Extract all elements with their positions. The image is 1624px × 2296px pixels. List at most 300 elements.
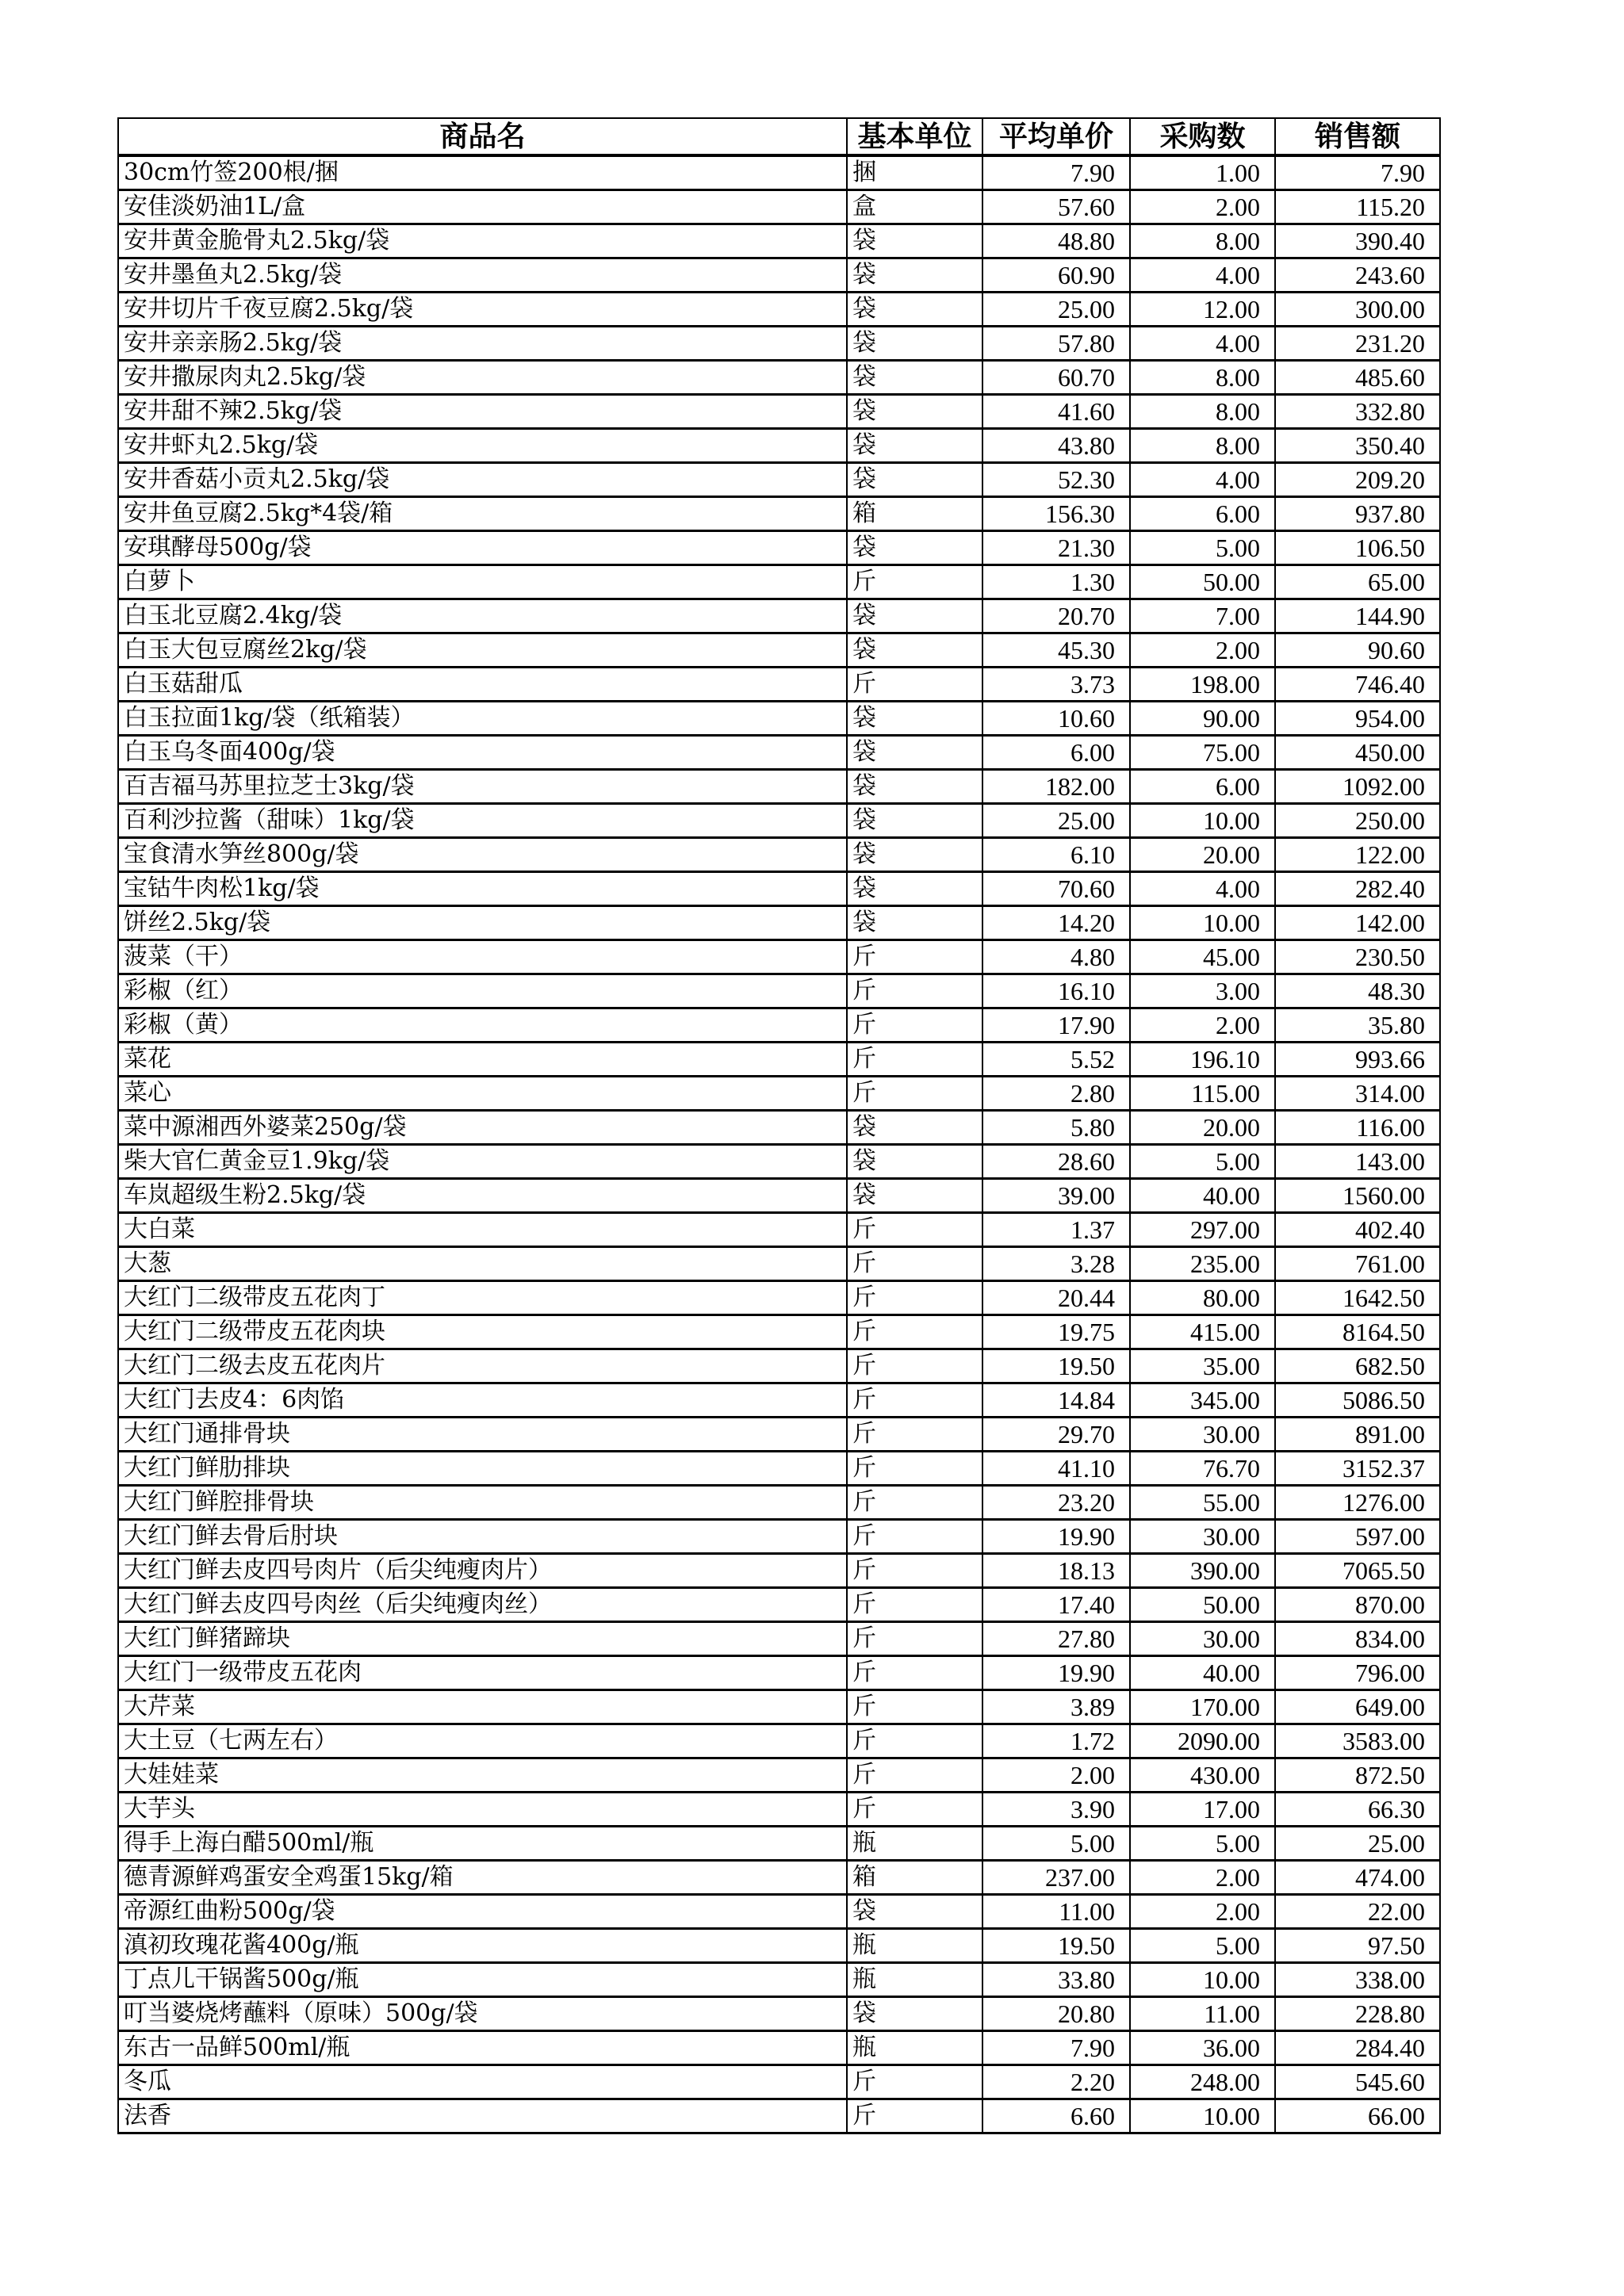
unit-cell: 盒 [847,190,982,224]
unit-cell: 袋 [847,702,982,736]
sales-amount-cell: 243.60 [1275,258,1440,293]
purchase-qty-cell: 2.00 [1130,633,1275,668]
avg-price-cell: 3.28 [982,1247,1130,1281]
sales-amount-cell: 545.60 [1275,2065,1440,2099]
product-name-cell: 安井甜不辣2.5kg/袋 [118,395,847,429]
header-unit: 基本单位 [847,118,982,155]
purchase-qty-cell: 5.00 [1130,531,1275,565]
product-name-cell: 大白菜 [118,1213,847,1247]
sales-amount-cell: 228.80 [1275,1997,1440,2031]
sales-amount-cell: 7065.50 [1275,1554,1440,1588]
product-name-cell: 大红门鲜去皮四号肉片（后尖纯瘦肉片） [118,1554,847,1588]
purchase-qty-cell: 5.00 [1130,1929,1275,1963]
table-row [118,1895,1440,1929]
table-row [118,497,1440,531]
table-row [118,361,1440,395]
purchase-qty-cell: 430.00 [1130,1758,1275,1793]
avg-price-cell: 3.89 [982,1690,1130,1724]
avg-price-cell: 21.30 [982,531,1130,565]
table-row [118,599,1440,633]
purchase-qty-cell: 2.00 [1130,1008,1275,1043]
purchase-qty-cell: 6.00 [1130,770,1275,804]
product-name-cell: 彩椒（黄） [118,1008,847,1043]
table-row [118,770,1440,804]
table-row [118,1997,1440,2031]
avg-price-cell: 20.70 [982,599,1130,633]
purchase-qty-cell: 1.00 [1130,155,1275,190]
table-row [118,1963,1440,1997]
table-row [118,565,1440,599]
avg-price-cell: 6.10 [982,838,1130,872]
unit-cell: 斤 [847,1315,982,1349]
unit-cell: 斤 [847,2099,982,2133]
unit-cell: 斤 [847,1793,982,1827]
avg-price-cell: 29.70 [982,1418,1130,1452]
product-name-cell: 安井香菇小贡丸2.5kg/袋 [118,463,847,497]
avg-price-cell: 52.30 [982,463,1130,497]
unit-cell: 斤 [847,1656,982,1690]
purchase-qty-cell: 2090.00 [1130,1724,1275,1758]
product-name-cell: 菜花 [118,1043,847,1077]
purchase-qty-cell: 4.00 [1130,258,1275,293]
sales-amount-cell: 35.80 [1275,1008,1440,1043]
product-name-cell: 得手上海白醋500ml/瓶 [118,1827,847,1861]
purchase-qty-cell: 20.00 [1130,838,1275,872]
avg-price-cell: 6.60 [982,2099,1130,2133]
product-name-cell: 大娃娃菜 [118,1758,847,1793]
purchase-qty-cell: 7.00 [1130,599,1275,633]
product-name-cell: 东古一品鲜500ml/瓶 [118,2031,847,2065]
avg-price-cell: 18.13 [982,1554,1130,1588]
avg-price-cell: 23.20 [982,1486,1130,1520]
product-name-cell: 百利沙拉酱（甜味）1kg/袋 [118,804,847,838]
purchase-qty-cell: 3.00 [1130,974,1275,1008]
product-name-cell: 车岚超级生粉2.5kg/袋 [118,1179,847,1213]
avg-price-cell: 1.30 [982,565,1130,599]
table-row [118,293,1440,327]
unit-cell: 袋 [847,1145,982,1179]
product-name-cell: 白玉乌冬面400g/袋 [118,736,847,770]
product-name-cell: 大红门鲜肋排块 [118,1452,847,1486]
unit-cell: 瓶 [847,2031,982,2065]
sales-amount-cell: 8164.50 [1275,1315,1440,1349]
header-row [118,118,1440,155]
unit-cell: 袋 [847,906,982,940]
avg-price-cell: 27.80 [982,1622,1130,1656]
sales-amount-cell: 284.40 [1275,2031,1440,2065]
avg-price-cell: 3.73 [982,668,1130,702]
unit-cell: 斤 [847,940,982,974]
table-row [118,1588,1440,1622]
purchase-qty-cell: 90.00 [1130,702,1275,736]
sales-amount-cell: 350.40 [1275,429,1440,463]
purchase-qty-cell: 196.10 [1130,1043,1275,1077]
avg-price-cell: 6.00 [982,736,1130,770]
avg-price-cell: 19.50 [982,1349,1130,1383]
sales-amount-cell: 25.00 [1275,1827,1440,1861]
product-name-cell: 帝源红曲粉500g/袋 [118,1895,847,1929]
sales-amount-cell: 65.00 [1275,565,1440,599]
table-row [118,1281,1440,1315]
product-name-cell: 大红门鲜去骨后肘块 [118,1520,847,1554]
unit-cell: 袋 [847,361,982,395]
table-row [118,531,1440,565]
unit-cell: 斤 [847,1213,982,1247]
table-row [118,1452,1440,1486]
product-name-cell: 饼丝2.5kg/袋 [118,906,847,940]
purchase-qty-cell: 8.00 [1130,429,1275,463]
sales-amount-cell: 5086.50 [1275,1383,1440,1418]
product-name-cell: 菜中源湘西外婆菜250g/袋 [118,1111,847,1145]
sales-amount-cell: 332.80 [1275,395,1440,429]
unit-cell: 斤 [847,1690,982,1724]
product-name-cell: 大红门鲜腔排骨块 [118,1486,847,1520]
sales-amount-cell: 142.00 [1275,906,1440,940]
table-row [118,395,1440,429]
header-purchase-qty: 采购数 [1130,118,1275,155]
avg-price-cell: 237.00 [982,1861,1130,1895]
unit-cell: 斤 [847,1758,982,1793]
purchase-qty-cell: 345.00 [1130,1383,1275,1418]
sales-amount-cell: 1276.00 [1275,1486,1440,1520]
avg-price-cell: 5.80 [982,1111,1130,1145]
product-name-cell: 彩椒（红） [118,974,847,1008]
sales-amount-cell: 116.00 [1275,1111,1440,1145]
avg-price-cell: 20.44 [982,1281,1130,1315]
unit-cell: 袋 [847,1111,982,1145]
table-row [118,1077,1440,1111]
unit-cell: 袋 [847,293,982,327]
sales-amount-cell: 115.20 [1275,190,1440,224]
unit-cell: 斤 [847,1418,982,1452]
product-name-cell: 安井黄金脆骨丸2.5kg/袋 [118,224,847,258]
product-name-cell: 百吉福马苏里拉芝士3kg/袋 [118,770,847,804]
sales-amount-cell: 7.90 [1275,155,1440,190]
sales-amount-cell: 1642.50 [1275,1281,1440,1315]
unit-cell: 斤 [847,1486,982,1520]
table-row [118,1793,1440,1827]
avg-price-cell: 33.80 [982,1963,1130,1997]
avg-price-cell: 3.90 [982,1793,1130,1827]
product-name-cell: 安井切片千夜豆腐2.5kg/袋 [118,293,847,327]
purchase-qty-cell: 20.00 [1130,1111,1275,1145]
avg-price-cell: 19.50 [982,1929,1130,1963]
purchase-qty-cell: 248.00 [1130,2065,1275,2099]
avg-price-cell: 60.90 [982,258,1130,293]
unit-cell: 袋 [847,838,982,872]
table-row [118,940,1440,974]
purchase-qty-cell: 12.00 [1130,293,1275,327]
unit-cell: 斤 [847,1554,982,1588]
table-row [118,1827,1440,1861]
product-name-cell: 白萝卜 [118,565,847,599]
purchase-qty-cell: 30.00 [1130,1622,1275,1656]
avg-price-cell: 17.90 [982,1008,1130,1043]
unit-cell: 斤 [847,1349,982,1383]
table-row [118,1349,1440,1383]
unit-cell: 斤 [847,1724,982,1758]
unit-cell: 袋 [847,804,982,838]
sales-amount-cell: 1092.00 [1275,770,1440,804]
purchase-qty-cell: 30.00 [1130,1520,1275,1554]
sales-amount-cell: 250.00 [1275,804,1440,838]
purchase-qty-cell: 4.00 [1130,463,1275,497]
unit-cell: 瓶 [847,1963,982,1997]
table-row [118,2031,1440,2065]
product-name-cell: 滇初玫瑰花酱400g/瓶 [118,1929,847,1963]
table-row [118,1520,1440,1554]
sales-amount-cell: 390.40 [1275,224,1440,258]
unit-cell: 斤 [847,1383,982,1418]
sales-amount-cell: 870.00 [1275,1588,1440,1622]
unit-cell: 袋 [847,633,982,668]
unit-cell: 斤 [847,1520,982,1554]
sales-amount-cell: 106.50 [1275,531,1440,565]
product-name-cell: 30cm竹签200根/捆 [118,155,847,190]
purchase-qty-cell: 35.00 [1130,1349,1275,1383]
table-row [118,463,1440,497]
unit-cell: 斤 [847,1043,982,1077]
sales-amount-cell: 872.50 [1275,1758,1440,1793]
purchase-qty-cell: 50.00 [1130,1588,1275,1622]
avg-price-cell: 1.37 [982,1213,1130,1247]
purchase-qty-cell: 2.00 [1130,1861,1275,1895]
avg-price-cell: 41.10 [982,1452,1130,1486]
table-row [118,1554,1440,1588]
unit-cell: 袋 [847,463,982,497]
sales-amount-cell: 597.00 [1275,1520,1440,1554]
sales-amount-cell: 66.30 [1275,1793,1440,1827]
product-name-cell: 大红门通排骨块 [118,1418,847,1452]
product-name-cell: 宝食清水笋丝800g/袋 [118,838,847,872]
table-row [118,224,1440,258]
purchase-qty-cell: 50.00 [1130,565,1275,599]
product-name-cell: 大红门鲜去皮四号肉丝（后尖纯瘦肉丝） [118,1588,847,1622]
table-row [118,429,1440,463]
table-row [118,1724,1440,1758]
purchase-qty-cell: 80.00 [1130,1281,1275,1315]
avg-price-cell: 1.72 [982,1724,1130,1758]
product-name-cell: 大红门一级带皮五花肉 [118,1656,847,1690]
product-name-cell: 白玉北豆腐2.4kg/袋 [118,599,847,633]
avg-price-cell: 14.84 [982,1383,1130,1418]
sales-amount-cell: 796.00 [1275,1656,1440,1690]
sales-amount-cell: 338.00 [1275,1963,1440,1997]
sales-amount-cell: 954.00 [1275,702,1440,736]
avg-price-cell: 7.90 [982,155,1130,190]
sales-amount-cell: 891.00 [1275,1418,1440,1452]
purchase-qty-cell: 4.00 [1130,327,1275,361]
sales-amount-cell: 474.00 [1275,1861,1440,1895]
sales-amount-cell: 682.50 [1275,1349,1440,1383]
unit-cell: 斤 [847,974,982,1008]
table-row [118,974,1440,1008]
table-row [118,633,1440,668]
product-name-cell: 菜心 [118,1077,847,1111]
purchase-qty-cell: 2.00 [1130,1895,1275,1929]
product-name-cell: 冬瓜 [118,2065,847,2099]
purchase-qty-cell: 5.00 [1130,1145,1275,1179]
avg-price-cell: 5.52 [982,1043,1130,1077]
table-row [118,2065,1440,2099]
table-row [118,1656,1440,1690]
table-row [118,702,1440,736]
product-name-cell: 大芋头 [118,1793,847,1827]
purchase-qty-cell: 55.00 [1130,1486,1275,1520]
table-row [118,1179,1440,1213]
purchase-qty-cell: 10.00 [1130,2099,1275,2133]
table-row [118,906,1440,940]
avg-price-cell: 2.00 [982,1758,1130,1793]
table-row [118,1861,1440,1895]
unit-cell: 斤 [847,1452,982,1486]
unit-cell: 袋 [847,872,982,906]
sales-amount-cell: 746.40 [1275,668,1440,702]
unit-cell: 袋 [847,1997,982,2031]
table-row [118,838,1440,872]
unit-cell: 袋 [847,327,982,361]
sales-amount-cell: 761.00 [1275,1247,1440,1281]
purchase-qty-cell: 297.00 [1130,1213,1275,1247]
product-name-cell: 大红门二级去皮五花肉片 [118,1349,847,1383]
product-name-cell: 安琪酵母500g/袋 [118,531,847,565]
table-row [118,1213,1440,1247]
avg-price-cell: 19.75 [982,1315,1130,1349]
avg-price-cell: 45.30 [982,633,1130,668]
sales-amount-cell: 3152.37 [1275,1452,1440,1486]
product-name-cell: 丁点儿干锅酱500g/瓶 [118,1963,847,1997]
table-row [118,1418,1440,1452]
sales-amount-cell: 402.40 [1275,1213,1440,1247]
unit-cell: 袋 [847,599,982,633]
product-name-cell: 安井虾丸2.5kg/袋 [118,429,847,463]
table-row [118,872,1440,906]
unit-cell: 袋 [847,1179,982,1213]
table-row [118,1383,1440,1418]
product-name-cell: 柴大官仁黄金豆1.9kg/袋 [118,1145,847,1179]
purchase-qty-cell: 10.00 [1130,906,1275,940]
unit-cell: 袋 [847,429,982,463]
unit-cell: 袋 [847,770,982,804]
unit-cell: 瓶 [847,1929,982,1963]
sales-amount-cell: 834.00 [1275,1622,1440,1656]
header-sales-amount: 销售额 [1275,118,1440,155]
avg-price-cell: 60.70 [982,361,1130,395]
unit-cell: 斤 [847,1077,982,1111]
avg-price-cell: 25.00 [982,804,1130,838]
avg-price-cell: 2.80 [982,1077,1130,1111]
avg-price-cell: 57.60 [982,190,1130,224]
table-row [118,1043,1440,1077]
avg-price-cell: 16.10 [982,974,1130,1008]
unit-cell: 瓶 [847,1827,982,1861]
avg-price-cell: 182.00 [982,770,1130,804]
unit-cell: 斤 [847,1247,982,1281]
product-name-cell: 大葱 [118,1247,847,1281]
avg-price-cell: 20.80 [982,1997,1130,2031]
unit-cell: 斤 [847,1622,982,1656]
unit-cell: 袋 [847,1895,982,1929]
avg-price-cell: 10.60 [982,702,1130,736]
sales-amount-cell: 22.00 [1275,1895,1440,1929]
purchase-qty-cell: 40.00 [1130,1656,1275,1690]
product-name-cell: 德青源鲜鸡蛋安全鸡蛋15kg/箱 [118,1861,847,1895]
table-row [118,1111,1440,1145]
unit-cell: 捆 [847,155,982,190]
avg-price-cell: 25.00 [982,293,1130,327]
product-name-cell: 白玉大包豆腐丝2kg/袋 [118,633,847,668]
sales-amount-cell: 450.00 [1275,736,1440,770]
avg-price-cell: 156.30 [982,497,1130,531]
product-name-cell: 大红门二级带皮五花肉块 [118,1315,847,1349]
avg-price-cell: 70.60 [982,872,1130,906]
product-name-cell: 宝钴牛肉松1kg/袋 [118,872,847,906]
unit-cell: 袋 [847,395,982,429]
product-name-cell: 法香 [118,2099,847,2133]
header-product-name: 商品名 [118,118,847,155]
product-name-cell: 白玉拉面1kg/袋（纸箱装） [118,702,847,736]
table-row [118,1758,1440,1793]
table-row [118,1929,1440,1963]
product-name-cell: 白玉菇甜瓜 [118,668,847,702]
sales-amount-cell: 649.00 [1275,1690,1440,1724]
avg-price-cell: 17.40 [982,1588,1130,1622]
unit-cell: 斤 [847,1281,982,1315]
purchase-qty-cell: 45.00 [1130,940,1275,974]
purchase-qty-cell: 6.00 [1130,497,1275,531]
table-row [118,2099,1440,2133]
product-name-cell: 安井鱼豆腐2.5kg*4袋/箱 [118,497,847,531]
header-avg-price: 平均单价 [982,118,1130,155]
unit-cell: 袋 [847,224,982,258]
purchase-qty-cell: 40.00 [1130,1179,1275,1213]
purchase-qty-cell: 8.00 [1130,395,1275,429]
sales-amount-cell: 937.80 [1275,497,1440,531]
unit-cell: 斤 [847,668,982,702]
table-row [118,1315,1440,1349]
unit-cell: 箱 [847,497,982,531]
product-name-cell: 大红门二级带皮五花肉丁 [118,1281,847,1315]
sales-amount-cell: 314.00 [1275,1077,1440,1111]
table-row [118,1247,1440,1281]
avg-price-cell: 39.00 [982,1179,1130,1213]
product-name-cell: 大红门去皮4：6肉馅 [118,1383,847,1418]
product-name-cell: 安佳淡奶油1L/盒 [118,190,847,224]
sales-amount-cell: 144.90 [1275,599,1440,633]
sales-amount-cell: 230.50 [1275,940,1440,974]
avg-price-cell: 14.20 [982,906,1130,940]
sales-amount-cell: 97.50 [1275,1929,1440,1963]
avg-price-cell: 4.80 [982,940,1130,974]
sales-amount-cell: 209.20 [1275,463,1440,497]
table-row [118,1008,1440,1043]
purchase-qty-cell: 10.00 [1130,1963,1275,1997]
sales-amount-cell: 300.00 [1275,293,1440,327]
purchase-qty-cell: 4.00 [1130,872,1275,906]
purchase-qty-cell: 36.00 [1130,2031,1275,2065]
unit-cell: 袋 [847,531,982,565]
unit-cell: 斤 [847,2065,982,2099]
product-name-cell: 大红门鲜猪蹄块 [118,1622,847,1656]
avg-price-cell: 48.80 [982,224,1130,258]
sales-amount-cell: 48.30 [1275,974,1440,1008]
sales-amount-cell: 143.00 [1275,1145,1440,1179]
purchase-qty-cell: 170.00 [1130,1690,1275,1724]
purchase-qty-cell: 10.00 [1130,804,1275,838]
table-row [118,1145,1440,1179]
purchase-qty-cell: 75.00 [1130,736,1275,770]
table-row [118,736,1440,770]
